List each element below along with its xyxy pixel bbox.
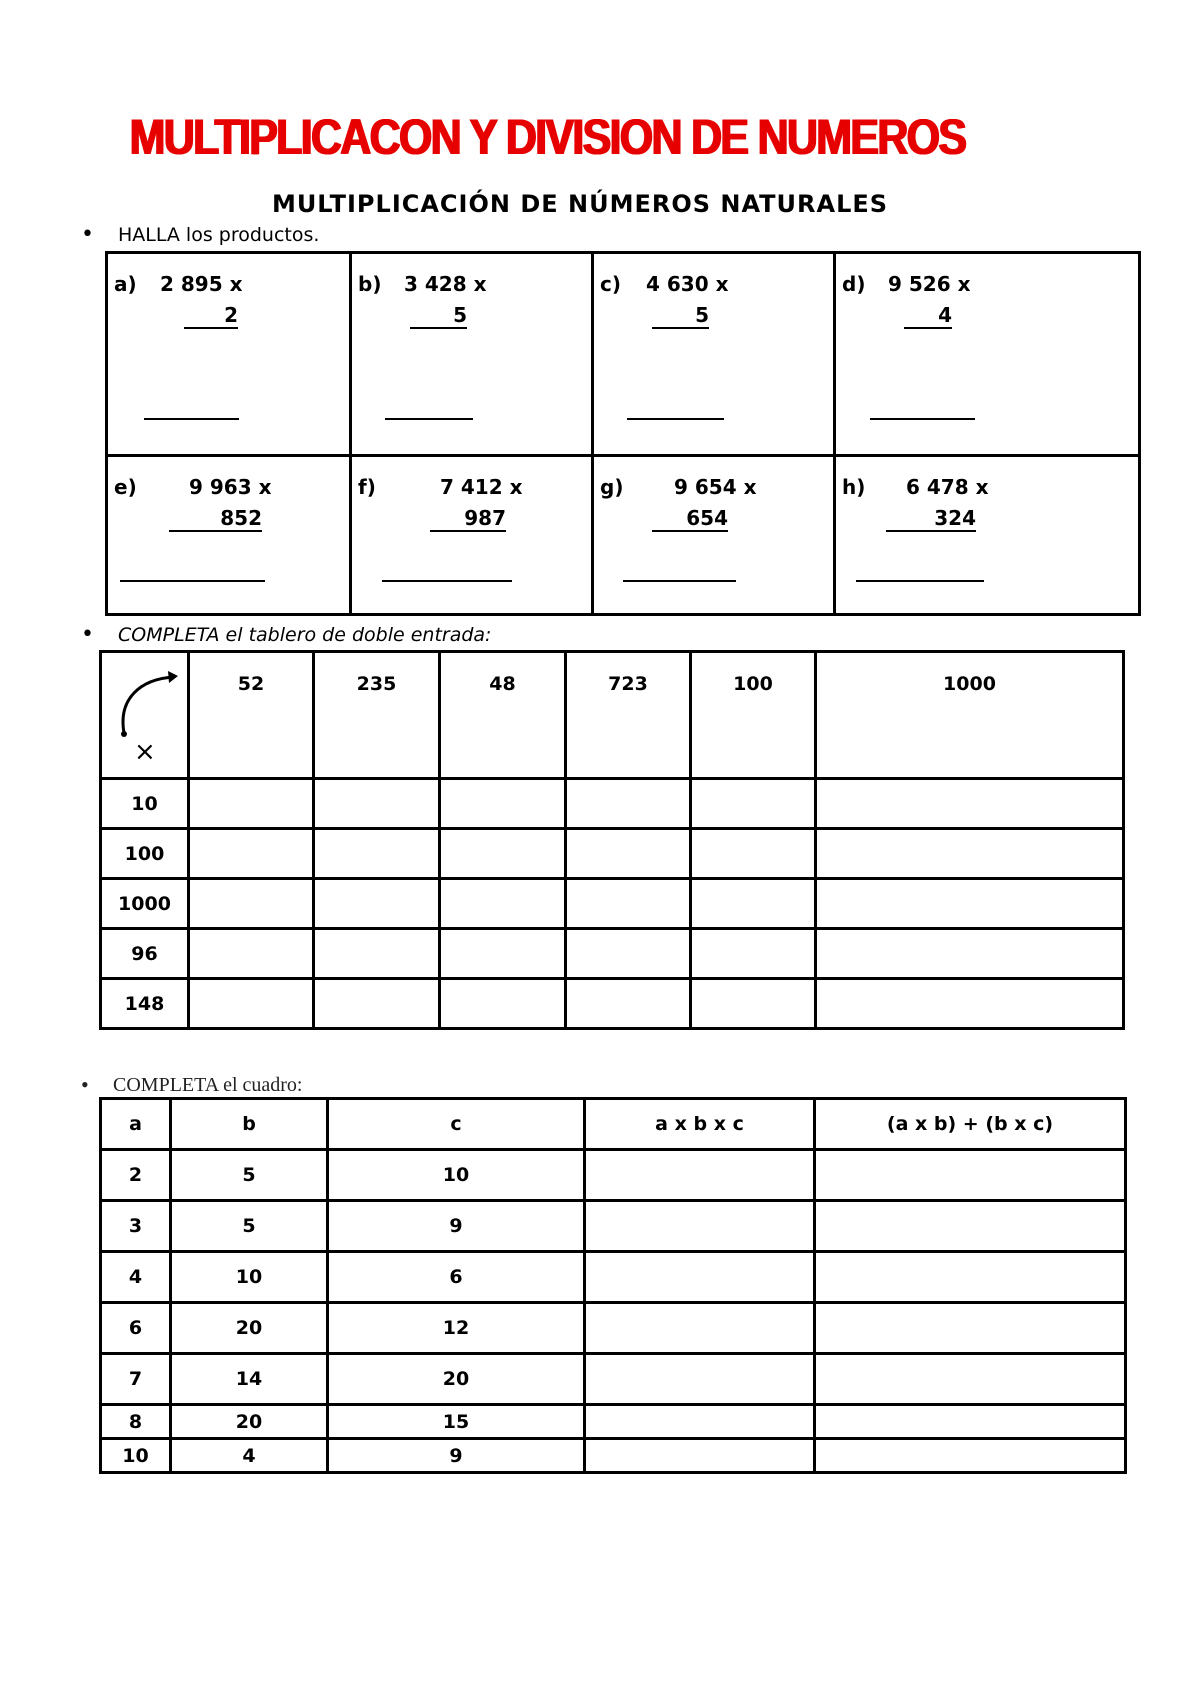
exercise-multiplier: 987 xyxy=(430,506,506,532)
cell-c: 9 xyxy=(328,1439,585,1473)
table-row xyxy=(101,929,1124,979)
answer-cell[interactable] xyxy=(585,1405,815,1439)
answer-cell[interactable] xyxy=(816,979,1124,1029)
row-header: 148 xyxy=(101,979,189,1029)
answer-cell[interactable] xyxy=(440,979,566,1029)
exercise-label: d) xyxy=(842,272,866,296)
table-row xyxy=(101,1405,1126,1439)
exercise-label: f) xyxy=(358,475,376,499)
exercise-multiplier: 5 xyxy=(652,303,709,329)
instruction-tablero xyxy=(81,622,492,647)
exercise-cell xyxy=(835,456,1140,615)
cell-a: 2 xyxy=(101,1150,171,1201)
cell-a: 10 xyxy=(101,1439,171,1473)
exercise-multiplier: 324 xyxy=(886,506,976,532)
cell-c: 10 xyxy=(328,1150,585,1201)
answer-cell[interactable] xyxy=(585,1252,815,1303)
exercise-multiplicand: 9 963 x xyxy=(189,475,272,499)
answer-cell[interactable] xyxy=(566,929,691,979)
answer-cell[interactable] xyxy=(440,779,566,829)
cell-a: 3 xyxy=(101,1201,171,1252)
answer-cell[interactable] xyxy=(585,1201,815,1252)
exercise-multiplicand: 2 895 x xyxy=(160,272,243,296)
exercise-label: g) xyxy=(600,475,624,499)
answer-cell[interactable] xyxy=(691,979,816,1029)
instruction-cuadro-text: COMPLETA el cuadro: xyxy=(113,1074,303,1096)
cell-b: 10 xyxy=(171,1252,328,1303)
row-header: 96 xyxy=(101,929,189,979)
instruction-tablero-text: COMPLETA el tablero de doble entrada: xyxy=(118,624,492,646)
exercise-multiplicand: 3 428 x xyxy=(404,272,487,296)
column-header: 48 xyxy=(440,652,566,779)
exercise-multiplicand: 6 478 x xyxy=(906,475,989,499)
bullet-icon: • xyxy=(81,622,94,647)
cell-a: 4 xyxy=(101,1252,171,1303)
answer-cell[interactable] xyxy=(566,829,691,879)
answer-cell[interactable] xyxy=(815,1201,1126,1252)
exercise-label: c) xyxy=(600,272,621,296)
cell-b: 14 xyxy=(171,1354,328,1405)
answer-cell[interactable] xyxy=(314,829,440,879)
column-header: 100 xyxy=(691,652,816,779)
table-row xyxy=(101,1303,1126,1354)
bullet-icon: • xyxy=(81,1072,89,1097)
answer-cell[interactable] xyxy=(691,779,816,829)
answer-cell[interactable] xyxy=(566,879,691,929)
column-header: a xyxy=(101,1099,171,1150)
cell-a: 6 xyxy=(101,1303,171,1354)
cell-a: 7 xyxy=(101,1354,171,1405)
exercise-cell xyxy=(593,253,835,456)
answer-cell[interactable] xyxy=(440,929,566,979)
answer-line[interactable] xyxy=(120,580,265,582)
instruction-halla xyxy=(81,222,320,247)
exercise-label: b) xyxy=(358,272,382,296)
answer-cell[interactable] xyxy=(314,779,440,829)
answer-cell[interactable] xyxy=(691,929,816,979)
cell-c: 6 xyxy=(328,1252,585,1303)
answer-cell[interactable] xyxy=(816,829,1124,879)
answer-cell[interactable] xyxy=(440,829,566,879)
answer-cell[interactable] xyxy=(815,1405,1126,1439)
column-header: 52 xyxy=(189,652,314,779)
answer-cell[interactable] xyxy=(585,1150,815,1201)
exercise-multiplicand: 9 526 x xyxy=(888,272,971,296)
cell-c: 20 xyxy=(328,1354,585,1405)
answer-cell[interactable] xyxy=(816,779,1124,829)
table-row xyxy=(101,829,1124,879)
table-row xyxy=(101,979,1124,1029)
answer-line[interactable] xyxy=(144,418,239,420)
answer-cell[interactable] xyxy=(816,879,1124,929)
column-header: 1000 xyxy=(816,652,1124,779)
table-row xyxy=(101,1201,1126,1252)
exercise-multiplicand: 9 654 x xyxy=(674,475,757,499)
answer-cell[interactable] xyxy=(189,979,314,1029)
answer-cell[interactable] xyxy=(691,829,816,879)
table-row xyxy=(101,1354,1126,1405)
exercise-grid xyxy=(105,251,1141,616)
double-entry-table xyxy=(99,650,1125,1030)
bullet-icon: • xyxy=(81,222,94,247)
answer-line[interactable] xyxy=(385,418,473,420)
answer-line[interactable] xyxy=(870,418,975,420)
answer-cell[interactable] xyxy=(566,979,691,1029)
exercise-cell xyxy=(107,253,351,456)
exercise-multiplicand: 7 412 x xyxy=(440,475,523,499)
instruction-cuadro xyxy=(81,1072,303,1097)
exercise-multiplier: 5 xyxy=(410,303,467,329)
exercise-cell xyxy=(835,253,1140,456)
answer-cell[interactable] xyxy=(189,829,314,879)
answer-cell[interactable] xyxy=(815,1439,1126,1473)
exercise-label: a) xyxy=(114,272,137,296)
worksheet-subtitle: MULTIPLICACIÓN DE NÚMEROS NATURALES xyxy=(271,190,889,218)
cell-c: 15 xyxy=(328,1405,585,1439)
cell-c: 9 xyxy=(328,1201,585,1252)
cell-b: 5 xyxy=(171,1150,328,1201)
cell-c: 12 xyxy=(328,1303,585,1354)
answer-line[interactable] xyxy=(856,580,984,582)
answer-cell[interactable] xyxy=(585,1303,815,1354)
exercise-cell xyxy=(107,456,351,615)
exercise-cell xyxy=(593,456,835,615)
worksheet-title: MULTIPLICACON Y DIVISION DE NUMEROS xyxy=(129,109,966,165)
answer-cell[interactable] xyxy=(440,879,566,929)
instruction-halla-text: HALLA los productos. xyxy=(118,224,320,246)
cell-b: 5 xyxy=(171,1201,328,1252)
answer-cell[interactable] xyxy=(189,779,314,829)
answer-cell[interactable] xyxy=(585,1354,815,1405)
answer-cell[interactable] xyxy=(691,879,816,929)
cell-b: 4 xyxy=(171,1439,328,1473)
row-header: 10 xyxy=(101,779,189,829)
column-header: 235 xyxy=(314,652,440,779)
column-header: 723 xyxy=(566,652,691,779)
column-header: (a x b) + (b x c) xyxy=(815,1099,1126,1150)
column-header: b xyxy=(171,1099,328,1150)
answer-cell[interactable] xyxy=(585,1439,815,1473)
table-header-row xyxy=(101,1099,1126,1150)
cell-b: 20 xyxy=(171,1303,328,1354)
answer-cell[interactable] xyxy=(314,929,440,979)
exercise-label: h) xyxy=(842,475,866,499)
table-row xyxy=(101,1150,1126,1201)
answer-cell[interactable] xyxy=(815,1150,1126,1201)
cell-b: 20 xyxy=(171,1405,328,1439)
table-row xyxy=(101,1439,1126,1473)
exercise-multiplier: 654 xyxy=(652,506,728,532)
answer-line[interactable] xyxy=(623,580,736,582)
answer-cell[interactable] xyxy=(566,779,691,829)
cell-a: 8 xyxy=(101,1405,171,1439)
exercise-multiplier: 852 xyxy=(169,506,262,532)
answer-cell[interactable] xyxy=(189,929,314,979)
answer-cell[interactable] xyxy=(189,879,314,929)
answer-line[interactable] xyxy=(382,580,512,582)
values-table xyxy=(99,1097,1127,1474)
row-header: 1000 xyxy=(101,879,189,929)
answer-cell[interactable] xyxy=(314,979,440,1029)
answer-cell[interactable] xyxy=(816,929,1124,979)
exercise-multiplier: 4 xyxy=(904,303,952,329)
exercise-multiplicand: 4 630 x xyxy=(646,272,729,296)
answer-cell[interactable] xyxy=(815,1303,1126,1354)
answer-cell[interactable] xyxy=(815,1252,1126,1303)
exercise-multiplier: 2 xyxy=(184,303,238,329)
answer-cell[interactable] xyxy=(815,1354,1126,1405)
table-row xyxy=(101,879,1124,929)
column-header: a x b x c xyxy=(585,1099,815,1150)
answer-line[interactable] xyxy=(627,418,724,420)
exercise-cell xyxy=(351,253,593,456)
table-row xyxy=(101,779,1124,829)
exercise-label: e) xyxy=(114,475,137,499)
multiply-symbol: × xyxy=(134,737,156,767)
table-row xyxy=(101,1252,1126,1303)
exercise-cell xyxy=(351,456,593,615)
row-header: 100 xyxy=(101,829,189,879)
corner-cell xyxy=(101,652,189,779)
column-header: c xyxy=(328,1099,585,1150)
answer-cell[interactable] xyxy=(314,879,440,929)
